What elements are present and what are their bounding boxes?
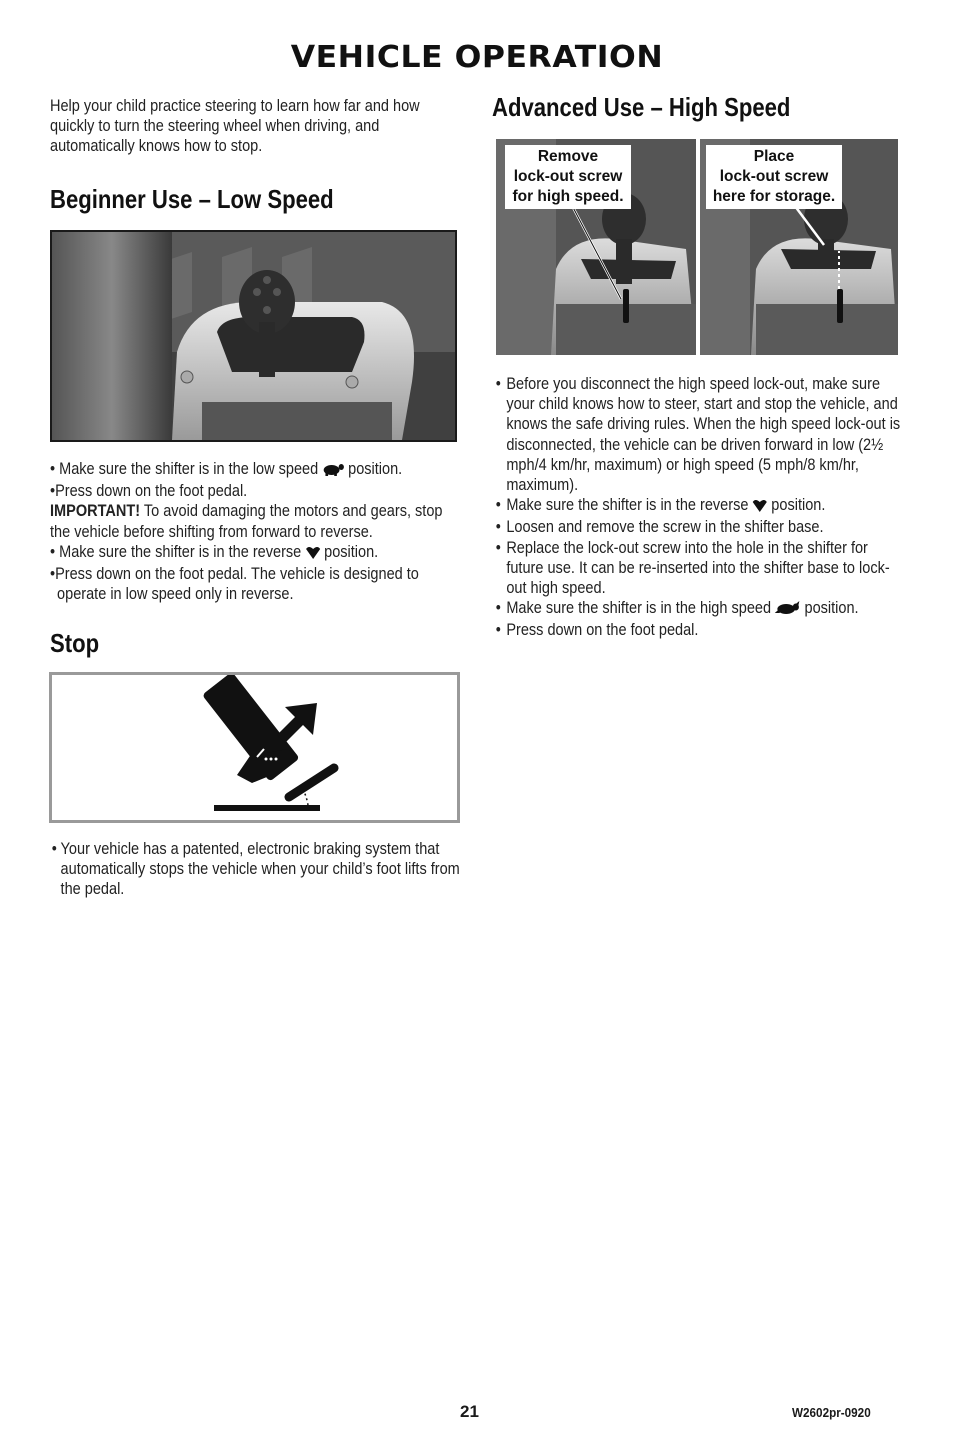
callout-store-screw: Place lock-out screw here for storage. xyxy=(706,145,842,209)
advanced-bullet-6: • Press down on the foot pedal. xyxy=(494,620,908,640)
page-number: 21 xyxy=(460,1402,479,1421)
advanced-bullet-1: • Before you disconnect the high speed lock-out, make sure your child knows how to steer, start and stop the vehicle, and knows the safe driving rules. When the high speed lock-out is disconnected, the vehicle can be driven forward in low (2½ mph/4 km/hr, maximum) or high speed (5 mph/8 km/hr, maximum). xyxy=(494,374,908,495)
stop-bullet: • Your vehicle has a patented, electronic braking system that automatically stops the vehicle when your child’s foot lifts from the pedal. xyxy=(50,839,460,900)
important-note: IMPORTANT! To avoid damaging the motors and gears, stop the vehicle before shifting from forward to reverse. xyxy=(50,502,443,541)
advanced-bullet-2: • Make sure the shifter is in the reverse position. xyxy=(494,495,908,517)
document-code: W2602pr-0920 xyxy=(792,1405,871,1420)
turtle-icon xyxy=(322,461,345,481)
pedal-release-icon xyxy=(52,675,457,820)
reverse-arrow-icon xyxy=(305,544,321,564)
beginner-bullet-2: • Press down on the foot pedal. xyxy=(50,481,460,501)
important-label: IMPORTANT! xyxy=(50,502,141,521)
callout-remove-screw: Remove lock-out screw for high speed. xyxy=(505,145,631,209)
page-title: VEHICLE OPERATION xyxy=(290,40,664,75)
stop-heading: Stop xyxy=(50,628,100,658)
advanced-bullet-4: • Replace the lock-out screw into the hole in the shifter for future use. It can be re-inserted into the shifter base to lock-out high speed. xyxy=(494,538,908,599)
beginner-heading: Beginner Use – Low Speed xyxy=(50,184,334,214)
beginner-instructions xyxy=(50,459,460,604)
advanced-instructions xyxy=(494,374,908,641)
reverse-arrow-icon xyxy=(752,497,768,517)
advanced-heading: Advanced Use – High Speed xyxy=(492,92,791,122)
rabbit-icon xyxy=(775,600,801,620)
beginner-bullet-3: • Make sure the shifter is in the reverse position. xyxy=(50,542,460,564)
beginner-bullet-1: • Make sure the shifter is in the low speed position. xyxy=(50,459,460,481)
advanced-bullet-3: • Loosen and remove the screw in the shifter base. xyxy=(494,517,908,537)
beginner-bullet-4: • Press down on the foot pedal. The vehicle is designed to operate in low speed only in reverse. xyxy=(50,564,460,604)
intro-text: Help your child practice steering to learn how far and how quickly to turn the steering wheel when driving, and automatically knows how to stop. xyxy=(50,97,420,156)
stop-text xyxy=(50,839,460,900)
advanced-bullet-5: • Make sure the shifter is in the high speed position. xyxy=(494,598,908,620)
stop-illustration xyxy=(49,672,460,823)
shifter-low-speed-photo xyxy=(50,230,457,442)
